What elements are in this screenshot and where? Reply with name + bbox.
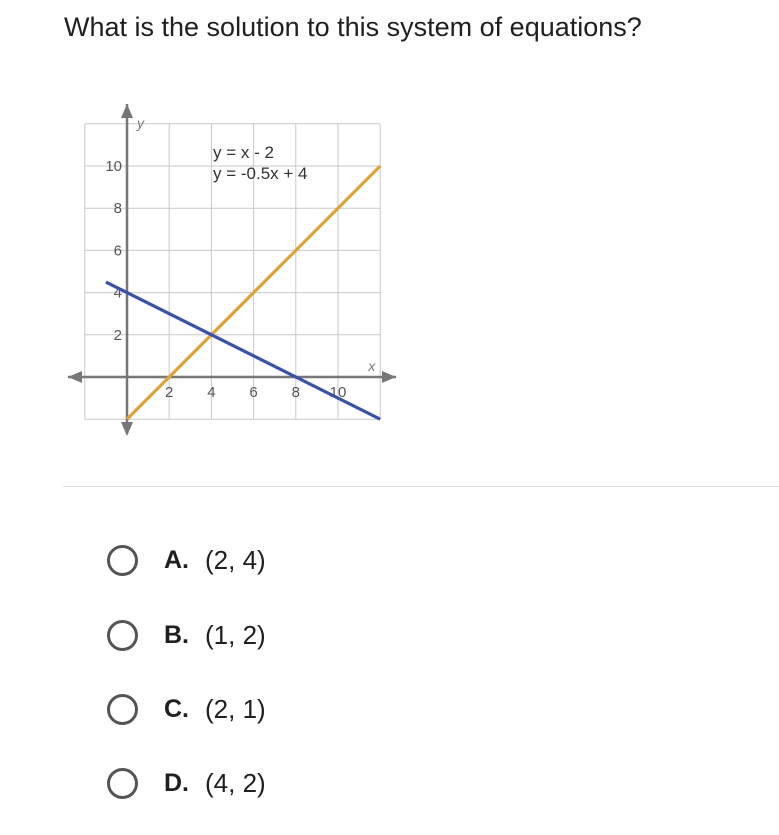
equation-label: y = x - 2 bbox=[213, 143, 274, 162]
choice-letter: C. bbox=[164, 694, 189, 723]
question-text: What is the solution to this system of equations? bbox=[64, 12, 642, 42]
coordinate-graph bbox=[60, 96, 410, 446]
choice-letter: A. bbox=[164, 545, 189, 574]
y-axis-arrow-up bbox=[121, 104, 133, 118]
divider bbox=[63, 486, 779, 487]
graph bbox=[60, 96, 410, 446]
x-tick-label: 10 bbox=[329, 384, 347, 401]
choice-c[interactable] bbox=[107, 689, 266, 729]
radio-button[interactable] bbox=[107, 768, 138, 799]
x-tick-label: 8 bbox=[291, 384, 300, 401]
equation-label: y = -0.5x + 4 bbox=[213, 164, 308, 183]
x-tick-label: 6 bbox=[249, 384, 258, 401]
y-tick-label: 6 bbox=[113, 242, 122, 260]
y-axis-arrow-down bbox=[121, 422, 133, 436]
x-axis-arrow-right bbox=[382, 371, 396, 383]
y-tick-label: 2 bbox=[113, 326, 122, 344]
choice-letter: B. bbox=[164, 620, 189, 649]
x-tick-label: 2 bbox=[165, 384, 174, 401]
y-tick-label: 8 bbox=[113, 200, 122, 218]
choice-b[interactable] bbox=[107, 615, 266, 655]
choice-text: (1, 2) bbox=[205, 619, 266, 650]
y-tick-label: 4 bbox=[113, 284, 122, 302]
choice-text: (2, 4) bbox=[205, 544, 266, 575]
radio-button[interactable] bbox=[107, 620, 138, 651]
x-axis-arrow-left bbox=[68, 371, 82, 383]
y-axis-label: y bbox=[137, 115, 144, 132]
choice-d[interactable] bbox=[107, 763, 266, 803]
x-axis-label: x bbox=[368, 358, 376, 374]
choice-text: (2, 1) bbox=[205, 693, 266, 724]
y-tick-label: 10 bbox=[105, 158, 122, 175]
choice-a[interactable] bbox=[107, 540, 266, 580]
radio-button[interactable] bbox=[107, 545, 138, 576]
x-tick-label: 4 bbox=[207, 384, 216, 401]
choice-letter: D. bbox=[164, 768, 189, 797]
choice-text: (4, 2) bbox=[205, 767, 266, 798]
radio-button[interactable] bbox=[107, 694, 138, 725]
